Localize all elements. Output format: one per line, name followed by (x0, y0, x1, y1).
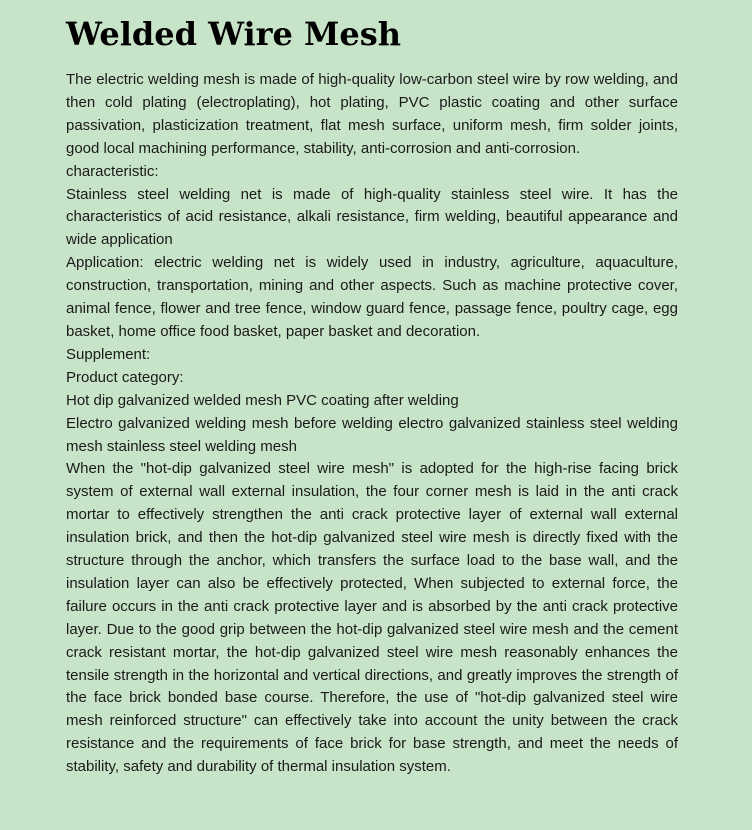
paragraph-application: Application: electric welding net is widely used in industry, agriculture, aquaculture, construction, transportation, mining and other aspects. Such as machine protective cover, animal fence, flower and tree fence, window guard fence, passage fence, poultry cage, egg basket, home office food basket, paper basket and decoration. (66, 254, 678, 340)
paragraph-characteristic-heading: characteristic: (66, 162, 159, 180)
article-body (66, 69, 678, 779)
paragraph-hot-dip-category: Hot dip galvanized welded mesh PVC coating after welding (66, 391, 459, 409)
paragraph-insulation: When the "hot-dip galvanized steel wire mesh" is adopted for the high-rise facing brick system of external wall external insulation, the four corner mesh is laid in the anti crack mortar to effectively strengthen the anti crack protective layer of external wall external insulation brick, and then the hot-dip galvanized steel wire mesh is directly fixed with the structure through the anchor, which transfers the surface load to the base wall, and the insulation layer can also be effectively protected, When subjected to external force, the failure occurs in the anti crack protective layer and is absorbed by the anti crack protective layer. Due to the good grip between the hot-dip galvanized steel wire mesh and the cement crack resistant mortar, the hot-dip galvanized steel wire mesh reasonably enhances the tensile strength in the horizontal and vertical directions, and greatly improves the strength of the face brick bonded base course. Therefore, the use of "hot-dip galvanized steel wire mesh reinforced structure" can effectively take into account the unity between the crack resistance and the requirements of face brick for base strength, and meet the needs of stability, safety and durability of thermal insulation system. (66, 460, 678, 776)
paragraph-intro: The electric welding mesh is made of high-quality low-carbon steel wire by row welding, and then cold plating (electroplating), hot plating, PVC plastic coating and other surface passivation, plasticization treatment, flat mesh surface, uniform mesh, firm solder joints, good local machining performance, stability, anti-corrosion and anti-corrosion. (66, 71, 678, 157)
paragraph-electro-category: Electro galvanized welding mesh before welding electro galvanized stainless steel welding mesh stainless steel welding mesh (66, 414, 678, 455)
paragraph-product-category-heading: Product category: (66, 368, 184, 386)
paragraph-supplement-heading: Supplement: (66, 345, 151, 363)
page-title: Welded Wire Mesh (66, 15, 402, 53)
paragraph-characteristic: Stainless steel welding net is made of high-quality stainless steel wire. It has the characteristics of acid resistance, alkali resistance, firm welding, beautiful appearance and wide application (66, 185, 678, 249)
